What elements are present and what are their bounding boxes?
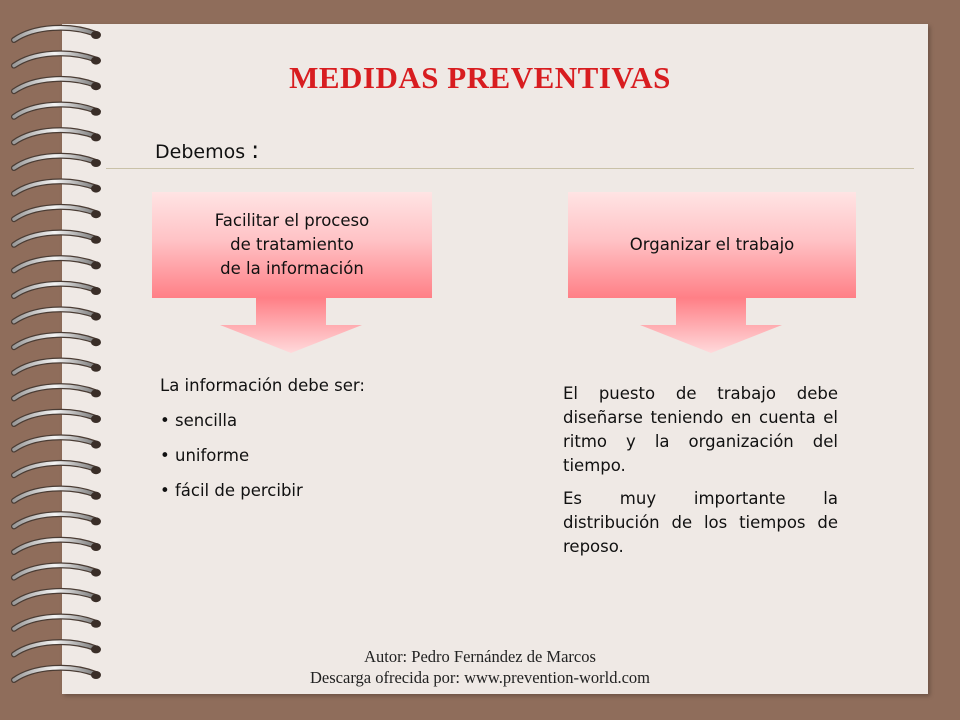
paragraph: Es muy importante la distribución de los tiempos de reposo. (563, 489, 838, 556)
list-item-text: uniforme (174, 446, 250, 465)
spiral-hole (91, 620, 101, 628)
spiral-hole (91, 133, 101, 141)
spiral-ring-highlight (14, 617, 96, 629)
spiral-ring-highlight (14, 309, 96, 321)
spiral-hole (91, 389, 101, 397)
subtitle-text: Debemos (155, 141, 246, 163)
spiral-ring-highlight (14, 514, 96, 526)
spiral-ring-highlight (14, 386, 96, 398)
spiral-ring-highlight (14, 540, 96, 552)
spiral-hole (91, 517, 101, 525)
spiral-hole (91, 287, 101, 295)
left-box-line-1: Facilitar el proceso (214, 211, 370, 230)
paragraph: El puesto de trabajo debe diseñarse teniendo en cuenta el ritmo y la organización del tiempo. (563, 384, 838, 475)
subtitle (155, 136, 259, 164)
bullet: • (160, 446, 170, 465)
list-intro: La información debe ser: (160, 376, 365, 395)
spiral-ring-highlight (14, 412, 96, 424)
spiral-hole (91, 543, 101, 551)
spiral-hole (91, 338, 101, 346)
spiral-ring-highlight (14, 284, 96, 296)
spiral-ring-highlight (14, 361, 96, 373)
spiral-ring-highlight (14, 28, 96, 40)
subtitle-colon: : (251, 136, 260, 164)
spiral-hole (91, 108, 101, 116)
slide-page (62, 24, 928, 694)
spiral-hole (91, 159, 101, 167)
spiral-hole (91, 261, 101, 269)
down-arrow-icon (640, 298, 782, 354)
list-item (160, 446, 460, 465)
spiral-hole (91, 466, 101, 474)
left-box-line-3: de la información (220, 259, 364, 278)
slide-title: MEDIDAS PREVENTIVAS (289, 60, 671, 95)
spiral-ring-highlight (14, 591, 96, 603)
spiral-ring-highlight (14, 105, 96, 117)
footer-author: Autor: Pedro Fernández de Marcos (364, 647, 596, 666)
spiral-hole (91, 415, 101, 423)
spiral-ring-highlight (14, 489, 96, 501)
bullet: • (160, 481, 170, 500)
spiral-hole (91, 210, 101, 218)
footer-download: Descarga ofrecida por: www.prevention-world.com (310, 668, 650, 687)
spiral-ring-highlight (14, 565, 96, 577)
spiral-ring-highlight (14, 156, 96, 168)
spiral-hole (91, 441, 101, 449)
spiral-hole (91, 313, 101, 321)
information-list (160, 376, 460, 516)
down-arrow-icon (220, 298, 362, 354)
spiral-ring-highlight (14, 207, 96, 219)
spiral-ring-highlight (14, 130, 96, 142)
divider (106, 168, 914, 169)
footer (0, 646, 960, 688)
work-organization-text (563, 382, 838, 568)
spiral-ring-highlight (14, 463, 96, 475)
spiral-hole (91, 569, 101, 577)
facilitate-processing-box (152, 192, 432, 298)
spiral-binding-icon (0, 0, 110, 720)
list-item-text: fácil de percibir (174, 481, 303, 500)
left-box-line-2: de tratamiento (230, 235, 354, 254)
spiral-hole (91, 594, 101, 602)
list-item (160, 481, 460, 500)
spiral-hole (91, 185, 101, 193)
right-box-label: Organizar el trabajo (629, 235, 795, 254)
spiral-hole (91, 492, 101, 500)
list-item-text: sencilla (174, 411, 238, 430)
spiral-hole (91, 364, 101, 372)
organize-work-box (568, 192, 856, 298)
spiral-ring-highlight (14, 181, 96, 193)
spiral-ring-highlight (14, 258, 96, 270)
bullet: • (160, 411, 170, 430)
spiral-hole (91, 236, 101, 244)
list-item (160, 411, 460, 430)
spiral-ring-highlight (14, 437, 96, 449)
spiral-ring-highlight (14, 335, 96, 347)
spiral-hole (91, 31, 101, 39)
spiral-ring-highlight (14, 233, 96, 245)
